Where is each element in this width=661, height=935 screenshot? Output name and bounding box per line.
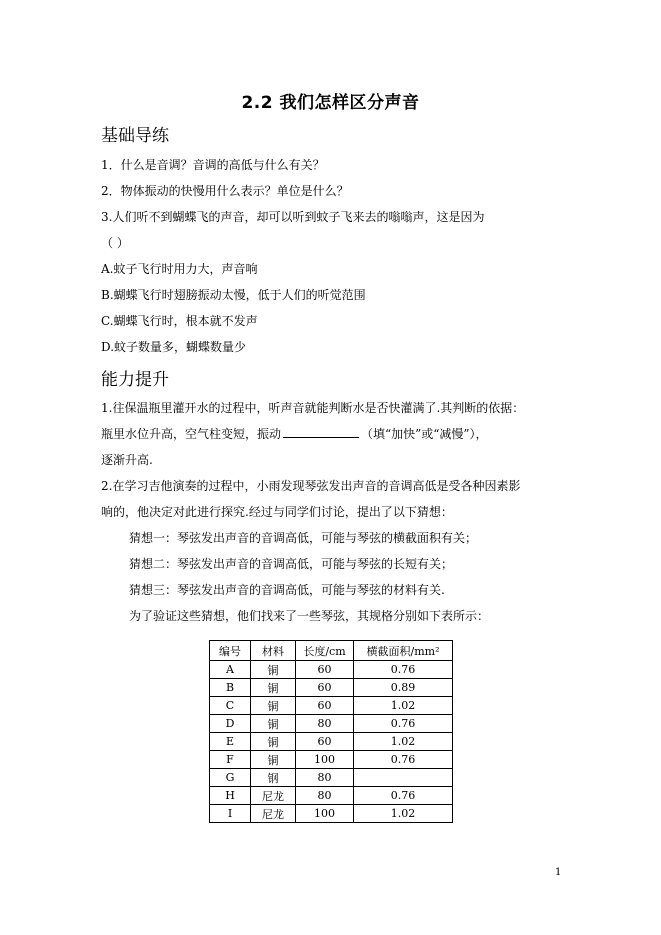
question-1: 1．什么是音调？音调的高低与什么有关？ bbox=[101, 158, 325, 172]
table-cell: 尼龙 bbox=[251, 805, 296, 823]
table-cell: 铜 bbox=[251, 733, 296, 751]
table-cell: 0.76 bbox=[354, 661, 453, 679]
table-header-row bbox=[210, 641, 453, 661]
table-cell: I bbox=[210, 805, 251, 823]
table-cell: F bbox=[210, 751, 251, 769]
table-cell: 0.76 bbox=[354, 715, 453, 733]
string-spec-table bbox=[209, 640, 453, 823]
table-cell: 80 bbox=[296, 769, 354, 787]
verify-text: 为了验证这些猜想，他们找来了一些琴弦，其规格分别如下表所示： bbox=[129, 609, 490, 623]
header-id: 编号 bbox=[210, 641, 251, 661]
guess-1: 猜想一：琴弦发出声音的音调高低，可能与琴弦的横截面积有关； bbox=[129, 531, 478, 545]
option-c: C.蝴蝶飞行时，根本就不发声 bbox=[101, 314, 258, 328]
guess-3: 猜想三：琴弦发出声音的音调高低，可能与琴弦的材料有关. bbox=[129, 583, 445, 597]
table-row bbox=[210, 787, 453, 805]
problem-1-text-a: 瓶里水位升高，空气柱变短，振动 bbox=[101, 427, 282, 441]
table-row bbox=[210, 679, 453, 697]
problem-2-line-2: 响的，他决定对此进行探究.经过与同学们讨论，提出了以下猜想： bbox=[101, 505, 453, 519]
table-cell: 钢 bbox=[251, 769, 296, 787]
table-cell: 尼龙 bbox=[251, 787, 296, 805]
table-cell: D bbox=[210, 715, 251, 733]
table-cell: 0.76 bbox=[354, 787, 453, 805]
table-cell: 0.89 bbox=[354, 679, 453, 697]
header-area: 横截面积/mm² bbox=[354, 641, 453, 661]
table-cell: 100 bbox=[296, 751, 354, 769]
table-row bbox=[210, 805, 453, 823]
table-cell: 60 bbox=[296, 679, 354, 697]
problem-2-line-1: 2.在学习吉他演奏的过程中，小雨发现琴弦发出声音的音调高低是受各种因素影 bbox=[101, 479, 521, 493]
table-row bbox=[210, 697, 453, 715]
table-cell: 铜 bbox=[251, 751, 296, 769]
table-cell: A bbox=[210, 661, 251, 679]
option-b: B.蝴蝶飞行时翅膀振动太慢，低于人们的听觉范围 bbox=[101, 288, 366, 302]
table-cell: 0.76 bbox=[354, 751, 453, 769]
option-d: D.蚊子数量多，蝴蝶数量少 bbox=[101, 340, 247, 354]
table-cell: 100 bbox=[296, 805, 354, 823]
header-material: 材料 bbox=[251, 641, 296, 661]
table-cell: C bbox=[210, 697, 251, 715]
table-cell: 铜 bbox=[251, 679, 296, 697]
table-cell: 1.02 bbox=[354, 805, 453, 823]
table-cell: 铜 bbox=[251, 661, 296, 679]
table-row bbox=[210, 751, 453, 769]
table-cell: 80 bbox=[296, 715, 354, 733]
page-title: 2.2 我们怎样区分声音 bbox=[241, 93, 420, 113]
table-cell: E bbox=[210, 733, 251, 751]
table-row bbox=[210, 715, 453, 733]
section-heading-basic: 基础导练 bbox=[101, 126, 169, 146]
problem-1-line-3: 逐渐升高. bbox=[101, 453, 153, 467]
header-length: 长度/cm bbox=[296, 641, 354, 661]
table-cell: 铜 bbox=[251, 697, 296, 715]
table-cell: 铜 bbox=[251, 715, 296, 733]
table-cell: 1.02 bbox=[354, 733, 453, 751]
page-number: 1 bbox=[555, 867, 562, 878]
question-2: 2．物体振动的快慢用什么表示？单位是什么？ bbox=[101, 184, 349, 198]
fill-in-blank bbox=[283, 425, 359, 438]
table-cell: B bbox=[210, 679, 251, 697]
section-heading-advanced: 能力提升 bbox=[101, 370, 169, 390]
option-a: A.蚊子飞行时用力大，声音响 bbox=[101, 262, 258, 276]
table-cell: 60 bbox=[296, 661, 354, 679]
table-cell: H bbox=[210, 787, 251, 805]
table-row bbox=[210, 769, 453, 787]
table-cell: G bbox=[210, 769, 251, 787]
problem-1-text-b: （填“加快”或“减慢”）， bbox=[361, 427, 488, 441]
table-cell: 1.02 bbox=[354, 697, 453, 715]
guess-2: 猜想二：琴弦发出声音的音调高低，可能与琴弦的长短有关； bbox=[129, 557, 454, 571]
question-3: 3.人们听不到蝴蝶飞的声音，却可以听到蚊子飞来去的嗡嗡声，这是因为 bbox=[101, 210, 485, 224]
table-cell: 60 bbox=[296, 733, 354, 751]
table-cell: 60 bbox=[296, 697, 354, 715]
problem-1-line-2 bbox=[101, 425, 488, 442]
answer-paren: （ ） bbox=[101, 236, 129, 250]
table-cell bbox=[354, 769, 453, 787]
table-cell: 80 bbox=[296, 787, 354, 805]
table-row bbox=[210, 733, 453, 751]
problem-1-line-1: 1.往保温瓶里灌开水的过程中，听声音就能判断水是否快灌满了.其判断的依据： bbox=[101, 401, 525, 415]
table-row bbox=[210, 661, 453, 679]
